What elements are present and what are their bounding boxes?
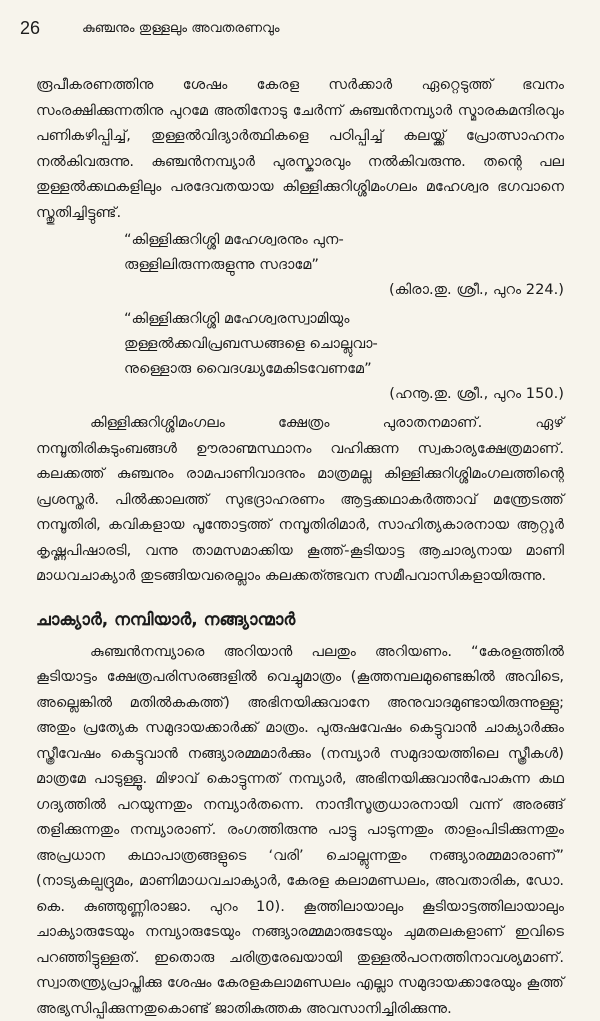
running-title: കുഞ്ചനും തുള്ളലും അവതരണവും [82,20,279,36]
verse-line: തുള്ളൽക്കവിപ്രബന്ധങ്ങളെ ചൊല്ലുവാ- [124,331,564,356]
page-number: 26 [20,18,40,39]
verse-quote-1 [124,227,564,277]
verse-line: രുള്ളിലിരുന്നരുളുന്നു സദാമേ” [124,252,564,277]
citation-1: (കിരാ.തു. ശ്രീ., പുറം 224.) [36,277,564,302]
verse-line: “കിള്ളിക്കുറിശ്ശി മഹേശ്വരനും പുന- [124,227,564,252]
paragraph-2: കിള്ളിക്കുറിശ്ശിമംഗലം ക്ഷേത്രം പുരാതനമാണ്. ഏഴ് നമ്പൂതിരികുടുംബങ്ങൾ ഊരാണ്മസ്ഥാനം വഹിക്കുന്ന സ്വകാര്യക്ഷേത്രമാണ്. കലക്കത്ത് കുഞ്ചനും രാമപാണിവാദനും മാത്രമല്ല കിള്ളിക്കുറിശ്ശിമംഗലത്തിന്റെ പ്രശസ്തർ. പിൽക്കാലത്ത് സുഭദ്രാഹരണം ആട്ടക്കഥാകർത്താവ് മന്ത്രേടത്ത് നമ്പൂതിരി, കവികളായ പൂന്തോട്ടത്ത് നമ്പൂതിരിമാർ, സാഹിത്യകാരനായ ആറ്റൂർ കൃഷ്ണപിഷാരടി, വന്നു താമസമാക്കിയ കൂത്ത്-കൂടിയാട്ട ആചാര്യനായ മാണി മാധവചാക്യാർ തുടങ്ങിയവരെല്ലാം കലക്കത്ത്ഭവന സമീപവാസികളായിരുന്നു. [36,410,564,589]
page-header [20,18,580,42]
verse-line: “കിള്ളിക്കുറിശ്ശി മഹേശ്വരസ്വാമിയും [124,306,564,331]
verse-line: നുള്ളൊരു വൈദഗ്ദ്ധ്യമേകിടവേണമേ” [124,356,564,381]
verse-quote-2 [124,306,564,381]
paragraph-1: രൂപീകരണത്തിനു ശേഷം കേരള സർക്കാർ ഏറ്റെടുത്ത് ഭവനം സംരക്ഷിക്കുന്നതിനു പുറമേ അതിനോടു ചേർന്ന് കുഞ്ചൻനമ്പ്യാർ സ്മാരകമന്ദിരവും പണികഴിപ്പിച്ച്, തുള്ളൽവിദ്യാർത്ഥികളെ പഠിപ്പിച്ച് കലയ്ക്ക് പ്രോത്സാഹനം നൽകിവരുന്നു. കുഞ്ചൻനമ്പ്യാർ പുരസ്കാരവും നൽകിവരുന്നു. തന്റെ പല തുള്ളൽക്കഥകളിലും പരദേവതയായ കിള്ളിക്കുറിശ്ശിമംഗലം മഹേശ്വര ഭഗവാനെ സ്തുതിച്ചിട്ടുണ്ട്. [36,72,564,225]
section-heading: ചാക്യാർ, നമ്പിയാർ, നങ്ങ്യാന്മാർ [36,607,564,633]
paragraph-3: കുഞ്ചൻനമ്പ്യാരെ അറിയാൻ പലതും അറിയണം. “കേരളത്തിൽ കൂടിയാട്ടം ക്ഷേത്രപരിസരങ്ങളിൽ വെച്ചുമാത്രം (കൂത്തമ്പലമുണ്ടെങ്കിൽ അവിടെ, അല്ലെങ്കിൽ മതിൽകകത്ത്) അഭിനയിക്കുവാനേ അനുവാദമുണ്ടായിരുന്നുള്ളു; അതും പ്രത്യേക സമുദായക്കാർക്ക് മാത്രം. പുരുഷവേഷം കെട്ടുവാൻ ചാക്യാർക്കും സ്ത്രീവേഷം കെട്ടുവാൻ നങ്ങ്യാരമ്മമാർക്കും (നമ്പ്യാർ സമുദായത്തിലെ സ്ത്രീകൾ) മാത്രമേ പാടുള്ളൂ. മിഴാവ് കൊട്ടുന്നത് നമ്പ്യാർ, അഭിനയിക്കുവാൻപോകുന്ന കഥ ഗദ്യത്തിൽ പറയുന്നതും നമ്പ്യാർതന്നെ. നാന്ദീസൂത്രധാരനായി വന്ന് അരങ്ങ് തളിക്കുന്നതും നമ്പ്യാരാണ്. രംഗത്തിരുന്നു പാട്ടു പാടുന്നതും താളംപിടിക്കുന്നതും അപ്രധാന കഥാപാത്രങ്ങളുടെ ‘വരി’ ചൊല്ലുന്നതും നങ്ങ്യാരമ്മമാരാണ്” (നാട്യകല്പദ്രുമം, മാണിമാധവചാക്യാർ, കേരള കലാമണ്ഡലം, അവതാരിക, ഡോ. കെ. കുഞ്ഞുണ്ണിരാജാ. പുറം 10). കൂത്തിലായാലും കൂടിയാട്ടത്തിലായാലും ചാക്യാരുടേയും നമ്പ്യാരുടേയും നങ്ങ്യാരമ്മമാരുടേയും ചുമതലകളാണ് ഇവിടെ പറഞ്ഞിട്ടുള്ളത്. ഇതൊരു ചരിത്രരേഖയായി തുള്ളൽപഠനത്തിനാവശ്യമാണ്. സ്വാതന്ത്ര്യപ്രാപ്തിക്കു ശേഷം കേരളകലാമണ്ഡലം എല്ലാ സമുദായക്കാരേയും കൂത്ത് അഭ്യസിപ്പിക്കുന്നതുകൊണ്ട് ജാതികുത്തക അവസാനിച്ചിരിക്കുന്നു. [36,639,564,1021]
page-content [36,72,564,1021]
citation-2: (ഹനൂ.തു. ശ്രീ., പുറം 150.) [36,381,564,406]
